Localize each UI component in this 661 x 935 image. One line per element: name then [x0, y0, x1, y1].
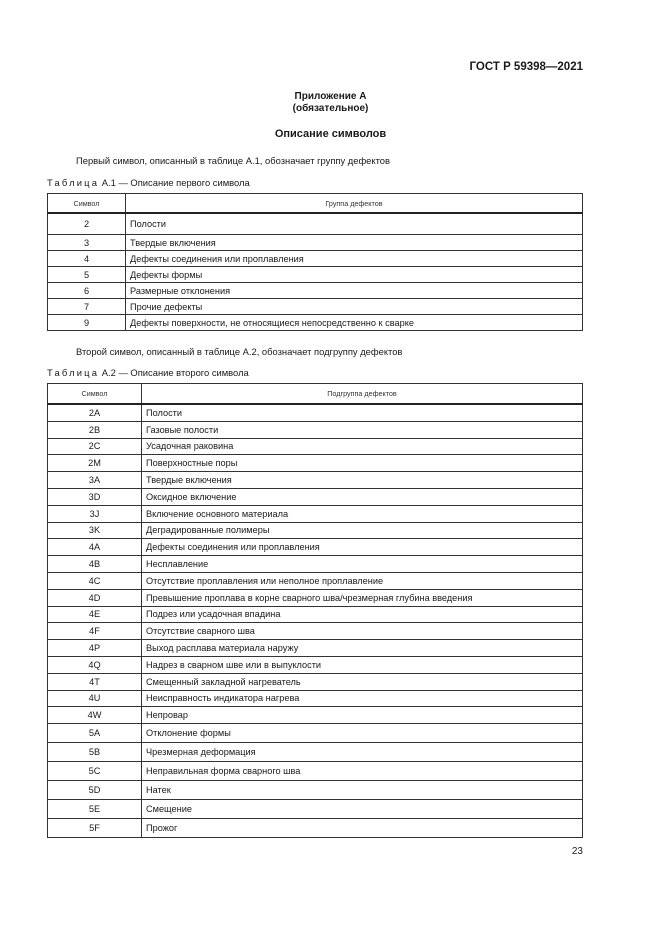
symbol-cell: 5E — [48, 800, 142, 819]
table2-row — [48, 656, 583, 673]
table2-row — [48, 724, 583, 743]
table1-caption-text: А.1 — Описание первого символа — [101, 177, 250, 188]
description-cell: Неисправность индикатора нагрева — [142, 690, 583, 707]
paragraph-table1-intro: Первый символ, описанный в таблице А.1, обозначает группу дефектов — [76, 155, 390, 166]
description-cell: Прожог — [142, 819, 583, 838]
description-cell: Отсутствие проплавления или неполное проплавление — [142, 572, 583, 589]
table2-row — [48, 743, 583, 762]
description-cell: Смещенный закладной нагреватель — [142, 673, 583, 690]
description-cell: Непровар — [142, 707, 583, 724]
description-cell: Дефекты формы — [126, 267, 583, 283]
symbol-cell: 5D — [48, 781, 142, 800]
description-cell: Прочие дефекты — [126, 299, 583, 315]
table1-row — [48, 267, 583, 283]
table-a1 — [47, 193, 583, 331]
description-cell: Неправильная форма сварного шва — [142, 762, 583, 781]
table2-caption-text: А.2 — Описание второго символа — [101, 367, 249, 378]
table2-row — [48, 800, 583, 819]
table1-row — [48, 299, 583, 315]
description-cell: Включение основного материала — [142, 505, 583, 522]
table2-body — [48, 404, 583, 838]
description-cell: Деградированные полимеры — [142, 522, 583, 539]
appendix-title: Приложение А — [294, 91, 367, 102]
symbol-cell: 2B — [48, 421, 142, 438]
table1-header-symbol: Символ — [48, 194, 126, 214]
symbol-cell: 4U — [48, 690, 142, 707]
symbol-cell: 4Q — [48, 656, 142, 673]
description-cell: Полости — [142, 404, 583, 421]
description-cell: Твердые включения — [126, 235, 583, 251]
description-cell: Дефекты поверхности, не относящиеся непосредственно к сварке — [126, 315, 583, 331]
table2-row — [48, 589, 583, 606]
symbol-cell: 3A — [48, 472, 142, 489]
symbol-cell: 5 — [48, 267, 126, 283]
description-cell: Дефекты соединения или проплавления — [142, 539, 583, 556]
description-cell: Отклонение формы — [142, 724, 583, 743]
table1-row — [48, 283, 583, 299]
table2-row — [48, 673, 583, 690]
description-cell: Поверхностные поры — [142, 455, 583, 472]
table2-row — [48, 556, 583, 573]
symbol-cell: 5B — [48, 743, 142, 762]
description-cell: Полости — [126, 213, 583, 235]
table2-row — [48, 404, 583, 421]
description-cell: Выход расплава материала наружу — [142, 640, 583, 657]
symbol-cell: 2A — [48, 404, 142, 421]
table1-caption — [47, 177, 250, 188]
symbol-cell: 9 — [48, 315, 126, 331]
table2-row — [48, 690, 583, 707]
symbol-cell: 5C — [48, 762, 142, 781]
symbol-cell: 4D — [48, 589, 142, 606]
description-cell: Чрезмерная деформация — [142, 743, 583, 762]
standard-code: ГОСТ Р 59398—2021 — [469, 61, 583, 73]
description-cell: Усадочная раковина — [142, 438, 583, 455]
table2-row — [48, 707, 583, 724]
table2-row — [48, 438, 583, 455]
appendix-kind: (обязательное) — [292, 103, 369, 114]
description-cell: Оксидное включение — [142, 488, 583, 505]
symbol-cell: 5A — [48, 724, 142, 743]
description-cell: Твердые включения — [142, 472, 583, 489]
table2-row — [48, 505, 583, 522]
symbol-cell: 4C — [48, 572, 142, 589]
symbol-cell: 3J — [48, 505, 142, 522]
paragraph-table2-intro: Второй символ, описанный в таблице А.2, обозначает подгруппу дефектов — [76, 346, 403, 357]
table1-row — [48, 251, 583, 267]
section-title: Описание символов — [274, 128, 387, 140]
symbol-cell: 3D — [48, 488, 142, 505]
symbol-cell: 2M — [48, 455, 142, 472]
table1-body — [48, 213, 583, 331]
description-cell: Размерные отклонения — [126, 283, 583, 299]
description-cell: Газовые полости — [142, 421, 583, 438]
description-cell: Отсутствие сварного шва — [142, 623, 583, 640]
table2-row — [48, 606, 583, 623]
table2-row — [48, 455, 583, 472]
symbol-cell: 4T — [48, 673, 142, 690]
description-cell: Смещение — [142, 800, 583, 819]
table2-row — [48, 762, 583, 781]
table2-row — [48, 539, 583, 556]
description-cell: Подрез или усадочная впадина — [142, 606, 583, 623]
table1-row — [48, 235, 583, 251]
symbol-cell: 3K — [48, 522, 142, 539]
table1-row — [48, 213, 583, 235]
description-cell: Надрез в сварном шве или в выпуклости — [142, 656, 583, 673]
table2-row — [48, 781, 583, 800]
table2-row — [48, 421, 583, 438]
symbol-cell: 4W — [48, 707, 142, 724]
symbol-cell: 4A — [48, 539, 142, 556]
symbol-cell: 5F — [48, 819, 142, 838]
description-cell: Дефекты соединения или проплавления — [126, 251, 583, 267]
symbol-cell: 6 — [48, 283, 126, 299]
table2-row — [48, 472, 583, 489]
table2-row — [48, 819, 583, 838]
symbol-cell: 3 — [48, 235, 126, 251]
description-cell: Несплавление — [142, 556, 583, 573]
page-number: 23 — [571, 846, 583, 857]
table-a2 — [47, 383, 583, 838]
table1-row — [48, 315, 583, 331]
symbol-cell: 4P — [48, 640, 142, 657]
table2-header-subgroup: Подгруппа дефектов — [142, 384, 583, 405]
table2-row — [48, 572, 583, 589]
description-cell: Натек — [142, 781, 583, 800]
symbol-cell: 4E — [48, 606, 142, 623]
symbol-cell: 4 — [48, 251, 126, 267]
symbol-cell: 2 — [48, 213, 126, 235]
table2-caption-prefix: Таблица — [47, 367, 100, 378]
description-cell: Превышение проплава в корне сварного шва/чрезмерная глубина введения — [142, 589, 583, 606]
symbol-cell: 4B — [48, 556, 142, 573]
table2-header-symbol: Символ — [48, 384, 142, 405]
table2-row — [48, 623, 583, 640]
symbol-cell: 7 — [48, 299, 126, 315]
symbol-cell: 4F — [48, 623, 142, 640]
table1-header-group: Группа дефектов — [126, 194, 583, 214]
table1-caption-prefix: Таблица — [47, 177, 100, 188]
table2-row — [48, 522, 583, 539]
symbol-cell: 2C — [48, 438, 142, 455]
table2-row — [48, 488, 583, 505]
table2-row — [48, 640, 583, 657]
table2-caption — [47, 367, 249, 378]
